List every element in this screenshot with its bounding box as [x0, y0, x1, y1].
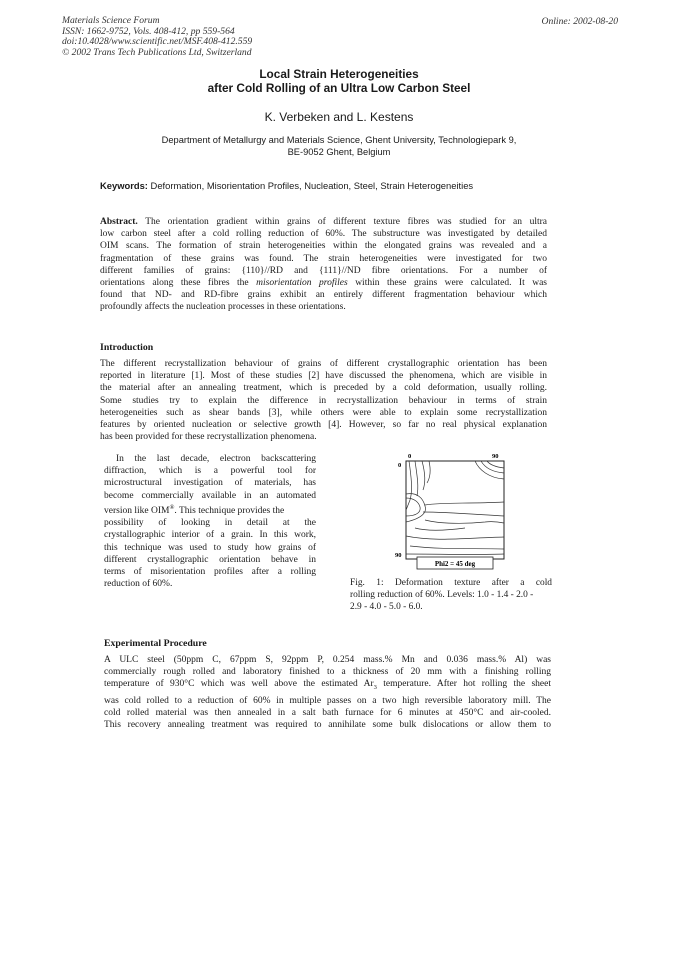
abstract-line: found that ND- and RD-fibre grains exhibit an entirely different fragmentation behaviour which	[100, 290, 547, 301]
abstract-emphasis: misorientation profiles	[256, 278, 348, 289]
figure-1	[395, 450, 507, 578]
affiliation	[0, 135, 678, 158]
journal-copyright: © 2002 Trans Tech Publications Ltd, Switzerland	[62, 46, 252, 58]
tick-y0: 0	[398, 462, 402, 469]
abstract-line: different families of grains: {110}//RD and {111}//ND fibre orientations. For a number of	[100, 265, 547, 276]
intro-col-line	[104, 502, 316, 517]
abstract-line: OIM scans. The formation of strain heterogeneities within the elongated grains was revealed and a	[100, 241, 547, 252]
abstract-line	[100, 216, 547, 228]
authors: K. Verbeken and L. Kestens	[264, 110, 414, 124]
abstract-line: fragmentation of these grains was found. The strain heterogeneities were investigated for two	[100, 253, 547, 264]
introduction-heading: Introduction	[100, 342, 154, 353]
exp-line: A ULC steel (50ppm C, 67ppm S, 92ppm P, 0.254 mass.% Mn and 0.036 mass.% Al) was	[104, 655, 551, 665]
phi2-label: Phi2 = 45 deg	[434, 560, 476, 568]
caption-line: Fig. 1: Deformation texture after a cold	[350, 578, 552, 588]
abstract-label: Abstract.	[100, 217, 138, 227]
exp-line: was cold rolled to a reduction of 60% in multiple passes on a two high reversible laboratory mill. The	[104, 695, 551, 706]
tick-x0: 0	[408, 453, 412, 460]
experimental-heading: Experimental Procedure	[104, 638, 207, 649]
intro-col-line: reduction of 60%.	[104, 579, 173, 590]
intro-line: has been provided for these recrystallization phenomena.	[100, 432, 317, 443]
exp-line-text: temperature of 930°C which was well above the estimated Ar	[104, 679, 374, 690]
keywords-label: Keywords:	[100, 180, 148, 191]
introduction-para-1	[100, 358, 547, 443]
journal-issn: ISSN: 1662-9752, Vols. 408-412, pp 559-564	[62, 25, 235, 37]
tick-y90: 90	[395, 552, 402, 559]
plot-frame	[406, 461, 504, 559]
affiliation-line-1: Department of Metallurgy and Materials Science, Ghent University, Technologiepark 9,	[161, 135, 517, 145]
introduction-para-2	[104, 453, 316, 590]
intro-col-line: In the last decade, electron backscattering	[116, 454, 316, 464]
abstract-line-text: The orientation gradient within grains of different texture fibres was studied for an ultra	[145, 217, 547, 227]
title-line-2: after Cold Rolling of an Ultra Low Carbon Steel	[207, 81, 471, 95]
abstract-line	[100, 277, 547, 289]
intro-line: heterogeneities such as shear bands [3], while others were able to explain some recrystallization	[100, 407, 547, 418]
intro-col-line: terms of misorientation profiles after a rolling	[104, 566, 316, 577]
intro-col-line: this technique was used to study how grains of	[104, 542, 316, 553]
journal-header	[62, 16, 252, 58]
intro-line: features by oriented nucleation or selective growth [4]. However, so far no real physical explanation	[100, 420, 547, 431]
intro-col-line: possibility of looking in detail at the	[104, 518, 316, 529]
affiliation-line-2: BE-9052 Ghent, Belgium	[287, 146, 391, 157]
intro-col-line: diffraction, which is a powerful tool for	[104, 466, 316, 477]
ar-subscript: 3	[373, 684, 377, 692]
online-date: Online: 2002-08-20	[541, 16, 618, 27]
tick-x90: 90	[492, 453, 499, 460]
abstract-line-text: orientations along these fibres the	[100, 278, 249, 289]
intro-line: The different recrystallization behaviour of grains of different crystallographic orientation has been	[100, 359, 547, 369]
journal-name: Materials Science Forum	[62, 15, 160, 26]
exp-line: cold rolled material was then annealed in a salt bath furnace for 6 minutes at 450°C and air-cooled.	[104, 707, 551, 718]
paper-title	[0, 67, 678, 95]
experimental-para	[104, 654, 551, 731]
abstract-line: low carbon steel after a cold rolling reduction of 60%. The substructure was investigated by detailed	[100, 229, 547, 240]
figure-caption	[350, 577, 552, 614]
caption-line: rolling reduction of 60%. Levels: 1.0 - 1.4 - 2.0 -	[350, 590, 534, 601]
caption-line: 2.9 - 4.0 - 5.0 - 6.0.	[350, 602, 423, 613]
odf-section-plot	[395, 450, 507, 578]
exp-line-text: temperature. After hot rolling the sheet	[376, 679, 552, 690]
exp-line: commercially rough rolled and laboratory finished to a thickness of 20 mm with a finishing rolling	[104, 667, 551, 678]
intro-col-line: different crystallographic orientation behave in	[104, 554, 316, 565]
abstract	[100, 216, 547, 314]
exp-line: This recovery annealing treatment was required to annihilate some bulk dislocations or allow them to	[104, 719, 551, 730]
intro-col-line-text: version like OIM	[104, 505, 170, 516]
intro-col-line: crystallographic interior of a grain. In this work,	[104, 530, 316, 541]
intro-line: reported in literature [1]. Most of these studies [2] have discussed the phenomena, which are visible in	[100, 371, 547, 382]
abstract-line-text: within these grains were calculated. It was	[355, 278, 547, 289]
intro-col-line-text: . This technique provides the	[174, 505, 285, 516]
title-line-1: Local Strain Heterogeneities	[259, 67, 419, 81]
exp-line	[104, 678, 551, 694]
registered-mark: ®	[169, 503, 175, 511]
keywords-text: Deformation, Misorientation Profiles, Nucleation, Steel, Strain Heterogeneities	[150, 180, 474, 191]
intro-line: Some studies try to explain the difference in recrystallization behaviour in terms of strain	[100, 395, 547, 406]
keywords	[100, 180, 473, 191]
intro-line: the material after an annealing treatment, which is preceded by a cold deformation, usually rolling.	[100, 383, 547, 394]
abstract-line: profoundly affects the nucleation processes in these orientations.	[100, 302, 346, 313]
journal-doi: doi:10.4028/www.scientific.net/MSF.408-412.559	[62, 36, 253, 48]
intro-col-line: become commercially available in an automated	[104, 490, 316, 501]
intro-col-line: microstructural investigation of materials, has	[104, 478, 316, 489]
